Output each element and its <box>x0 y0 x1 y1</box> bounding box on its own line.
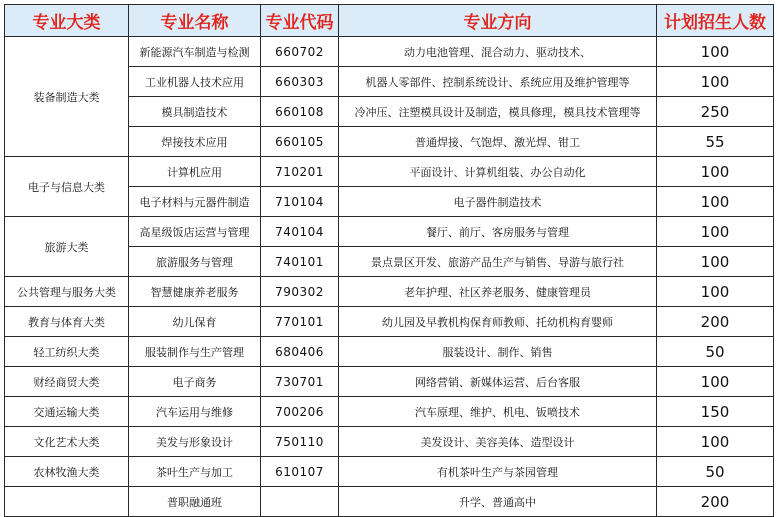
enrollment-count-cell: 100 <box>657 37 774 67</box>
category-cell: 农林牧渔大类 <box>5 457 129 487</box>
major-name-cell: 工业机器人技术应用 <box>129 67 261 97</box>
direction-cell: 服装设计、制作、销售 <box>339 337 657 367</box>
enrollment-count-cell: 55 <box>657 127 774 157</box>
table-row <box>5 367 774 397</box>
enrollment-count-cell: 100 <box>657 67 774 97</box>
major-name-cell: 旅游服务与管理 <box>129 247 261 277</box>
direction-cell: 美发设计、美容美体、造型设计 <box>339 427 657 457</box>
major-name-cell: 高星级饭店运营与管理 <box>129 217 261 247</box>
enrollment-count-cell: 200 <box>657 307 774 337</box>
enrollment-count-cell: 100 <box>657 187 774 217</box>
category-cell: 轻工纺织大类 <box>5 337 129 367</box>
major-name-cell: 普职融通班 <box>129 487 261 517</box>
major-code-cell: 740101 <box>261 247 339 277</box>
table-row <box>5 487 774 517</box>
header-enrollment-count: 计划招生人数 <box>657 5 774 37</box>
direction-cell: 升学、普通高中 <box>339 487 657 517</box>
table-row <box>5 37 774 67</box>
category-cell <box>5 487 129 517</box>
category-cell: 交通运输大类 <box>5 397 129 427</box>
direction-cell: 老年护理、社区养老服务、健康管理员 <box>339 277 657 307</box>
table-row <box>5 217 774 247</box>
header-category: 专业大类 <box>5 5 129 37</box>
enrollment-count-cell: 100 <box>657 247 774 277</box>
enrollment-count-cell: 250 <box>657 97 774 127</box>
major-code-cell: 750110 <box>261 427 339 457</box>
direction-cell: 网络营销、新媒体运营、后台客服 <box>339 367 657 397</box>
enrollment-count-cell: 50 <box>657 457 774 487</box>
category-cell: 装备制造大类 <box>5 37 129 157</box>
major-name-cell: 汽车运用与维修 <box>129 397 261 427</box>
enrollment-count-cell: 100 <box>657 367 774 397</box>
direction-cell: 幼儿园及早教机构保育师教师、托幼机构育婴师 <box>339 307 657 337</box>
major-name-cell: 电子商务 <box>129 367 261 397</box>
direction-cell: 冷冲压、注塑模具设计及制造，模具修理，模具技术管理等 <box>339 97 657 127</box>
table-row <box>5 307 774 337</box>
major-code-cell: 660303 <box>261 67 339 97</box>
direction-cell: 动力电池管理、混合动力、驱动技术、 <box>339 37 657 67</box>
major-name-cell: 智慧健康养老服务 <box>129 277 261 307</box>
major-name-cell: 服装制作与生产管理 <box>129 337 261 367</box>
major-code-cell: 660702 <box>261 37 339 67</box>
category-cell: 财经商贸大类 <box>5 367 129 397</box>
major-code-cell: 660108 <box>261 97 339 127</box>
major-code-cell: 710104 <box>261 187 339 217</box>
major-code-cell: 680406 <box>261 337 339 367</box>
major-name-cell: 焊接技术应用 <box>129 127 261 157</box>
direction-cell: 餐厅、前厅、客房服务与管理 <box>339 217 657 247</box>
table-row <box>5 397 774 427</box>
enrollment-count-cell: 200 <box>657 487 774 517</box>
major-code-cell <box>261 487 339 517</box>
major-name-cell: 模具制造技术 <box>129 97 261 127</box>
major-code-cell: 770101 <box>261 307 339 337</box>
major-code-cell: 700206 <box>261 397 339 427</box>
direction-cell: 汽车原理、维护、机电、钣喷技术 <box>339 397 657 427</box>
enrollment-count-cell: 100 <box>657 157 774 187</box>
table-row <box>5 277 774 307</box>
direction-cell: 电子器件制造技术 <box>339 187 657 217</box>
header-major-code: 专业代码 <box>261 5 339 37</box>
major-name-cell: 茶叶生产与加工 <box>129 457 261 487</box>
direction-cell: 景点景区开发、旅游产品生产与销售、导游与旅行社 <box>339 247 657 277</box>
header-direction: 专业方向 <box>339 5 657 37</box>
header-major-name: 专业名称 <box>129 5 261 37</box>
major-name-cell: 电子材料与元器件制造 <box>129 187 261 217</box>
enrollment-count-cell: 150 <box>657 397 774 427</box>
enrollment-count-cell: 100 <box>657 277 774 307</box>
table-row <box>5 157 774 187</box>
enrollment-count-cell: 50 <box>657 337 774 367</box>
category-cell: 旅游大类 <box>5 217 129 277</box>
table-row <box>5 427 774 457</box>
category-cell: 电子与信息大类 <box>5 157 129 217</box>
table-header-row <box>5 5 774 37</box>
category-cell: 公共管理与服务大类 <box>5 277 129 307</box>
enrollment-count-cell: 100 <box>657 427 774 457</box>
direction-cell: 平面设计、计算机组装、办公自动化 <box>339 157 657 187</box>
major-code-cell: 730701 <box>261 367 339 397</box>
direction-cell: 普通焊接、气饱焊、激光焊、钳工 <box>339 127 657 157</box>
category-cell: 教育与体育大类 <box>5 307 129 337</box>
major-code-cell: 740104 <box>261 217 339 247</box>
major-name-cell: 计算机应用 <box>129 157 261 187</box>
major-code-cell: 660105 <box>261 127 339 157</box>
table-row <box>5 457 774 487</box>
category-cell: 文化艺术大类 <box>5 427 129 457</box>
major-code-cell: 710201 <box>261 157 339 187</box>
major-name-cell: 新能源汽车制造与检测 <box>129 37 261 67</box>
major-name-cell: 美发与形象设计 <box>129 427 261 457</box>
enrollment-plan-table <box>4 4 774 517</box>
table-row <box>5 337 774 367</box>
major-code-cell: 610107 <box>261 457 339 487</box>
direction-cell: 有机茶叶生产与茶园管理 <box>339 457 657 487</box>
direction-cell: 机器人零部件、控制系统设计、系统应用及维护管理等 <box>339 67 657 97</box>
enrollment-count-cell: 100 <box>657 217 774 247</box>
major-name-cell: 幼儿保育 <box>129 307 261 337</box>
table-body <box>5 37 774 517</box>
major-code-cell: 790302 <box>261 277 339 307</box>
